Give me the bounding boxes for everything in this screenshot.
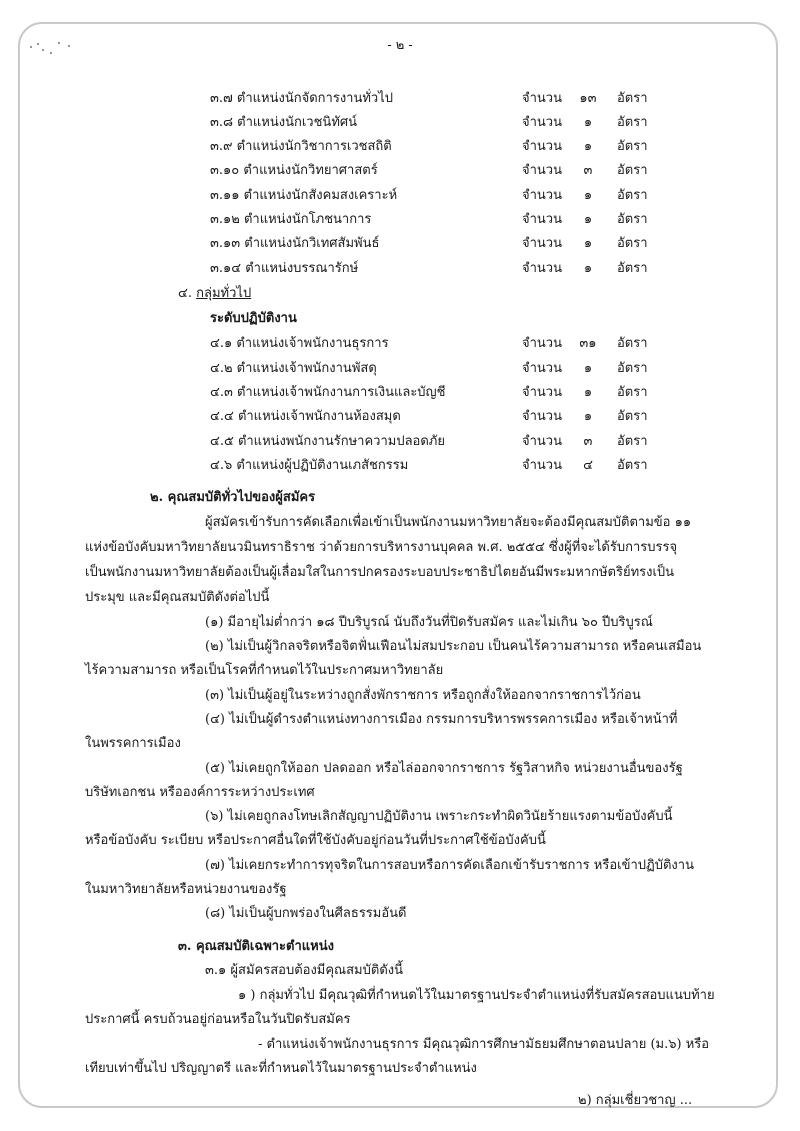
- position-row: [0, 258, 800, 280]
- position-row: [0, 333, 800, 355]
- position-row: [0, 455, 800, 477]
- group4-title: กลุ่มทั่วไป: [196, 286, 252, 301]
- unit-label: จำนวน: [522, 385, 562, 400]
- unit-label: จำนวน: [522, 236, 562, 251]
- position-count: ๑: [583, 385, 593, 400]
- qualification-item: (๕) ไม่เคยถูกให้ออก ปลดออก หรือไล่ออกจากราชการ รัฐวิสาหกิจ หน่วยงานอื่นของรัฐ: [205, 761, 683, 776]
- section3-paragraph: ๑ ) กลุ่มทั่วไป มีคุณวุฒิที่กำหนดไว้ในมาตรฐานประจำตำแหน่งที่รับสมัครสอบแนบท้าย: [238, 988, 715, 1003]
- position-count: ๓: [583, 434, 593, 449]
- position-row: [0, 406, 800, 428]
- position-label: ๓.๑๔ ตำแหน่งบรรณารักษ์: [210, 261, 359, 276]
- unit-label: จำนวน: [522, 458, 562, 473]
- position-label: ๔.๖ ตำแหน่งผู้ปฏิบัติงานเภสัชกรรม: [210, 458, 409, 473]
- rate-label: อัตรา: [617, 458, 648, 473]
- unit-label: จำนวน: [522, 91, 562, 106]
- position-row: [0, 382, 800, 404]
- position-row: [0, 209, 800, 231]
- rate-label: อัตรา: [617, 91, 648, 106]
- position-count: ๑: [583, 361, 593, 376]
- unit-label: จำนวน: [522, 261, 562, 276]
- position-row: [0, 112, 800, 134]
- section2-intro-line: ประมุข และมีคุณสมบัติดังต่อไปนี้: [85, 590, 270, 605]
- page-number: - ๒ -: [387, 38, 413, 53]
- position-label: ๔.๕ ตำแหน่งพนักงานรักษาความปลอดภัย: [210, 434, 445, 449]
- position-row: [0, 160, 800, 182]
- rate-label: อัตรา: [617, 236, 648, 251]
- position-count: ๓๑: [579, 336, 597, 351]
- position-label: ๓.๑๑ ตำแหน่งนักสังคมสงเคราะห์: [210, 188, 398, 203]
- section2-intro-line: เป็นพนักงานมหาวิทยาลัยต้องเป็นผู้เลื่อมใสในการปกครองระบอบประชาธิปไตยอันมีพระมหากษัตริย์ทรงเป็น: [85, 565, 675, 580]
- unit-label: จำนวน: [522, 434, 562, 449]
- section3-subheading: ๓.๑ ผู้สมัครสอบต้องมีคุณสมบัติดังนี้: [205, 963, 403, 978]
- section3-paragraph-cont: ประกาศนี้ ครบถ้วนอยู่ก่อนหรือในวันปิดรับสมัคร: [85, 1012, 351, 1027]
- position-count: ๑: [583, 236, 593, 251]
- qualification-item: (๒) ไม่เป็นผู้วิกลจริตหรือจิตฟั่นเฟือนไม่สมประกอบ เป็นคนไร้ความสามารถ หรือคนเสมือน: [205, 639, 702, 654]
- position-row: [0, 136, 800, 158]
- position-label: ๓.๗ ตำแหน่งนักจัดการงานทั่วไป: [210, 91, 394, 106]
- unit-label: จำนวน: [522, 115, 562, 130]
- position-count: ๑: [583, 115, 593, 130]
- position-label: ๔.๑ ตำแหน่งเจ้าพนักงานธุรการ: [210, 336, 389, 351]
- rate-label: อัตรา: [617, 163, 648, 178]
- position-label: ๔.๔ ตำแหน่งเจ้าพนักงานห้องสมุด: [210, 409, 401, 424]
- rate-label: อัตรา: [617, 336, 648, 351]
- position-count: ๔: [583, 458, 593, 473]
- qualification-item-cont: ในพรรคการเมือง: [85, 736, 181, 751]
- rate-label: อัตรา: [617, 139, 648, 154]
- qualification-item: (๑) มีอายุไม่ต่ำกว่า ๑๘ ปีบริบูรณ์ นับถึงวันที่ปิดรับสมัคร และไม่เกิน ๖๐ ปีบริบูรณ์: [205, 615, 653, 630]
- rate-label: อัตรา: [617, 434, 648, 449]
- section3-heading: ๓. คุณสมบัติเฉพาะตำแหน่ง: [178, 939, 334, 954]
- qualification-item: (๗) ไม่เคยกระทำการทุจริตในการสอบหรือการคัดเลือกเข้ารับราชการ หรือเข้าปฏิบัติงาน: [205, 858, 694, 873]
- position-count: ๑๓: [579, 91, 597, 106]
- qualification-item-cont: บริษัทเอกชน หรือองค์การระหว่างประเทศ: [85, 785, 315, 800]
- section2-intro-line: ผู้สมัครเข้ารับการคัดเลือกเพื่อเข้าเป็นพนักงานมหาวิทยาลัยจะต้องมีคุณสมบัติตามข้อ ๑๑: [205, 515, 692, 530]
- position-label: ๓.๑๓ ตำแหน่งนักวิเทศสัมพันธ์: [210, 236, 380, 251]
- position-label: ๓.๙ ตำแหน่งนักวิชาการเวชสถิติ: [210, 139, 392, 154]
- position-count: ๑: [583, 261, 593, 276]
- rate-label: อัตรา: [617, 361, 648, 376]
- rate-label: อัตรา: [617, 385, 648, 400]
- position-label: ๓.๑๒ ตำแหน่งนักโภชนาการ: [210, 212, 372, 227]
- qualification-item-cont: ไร้ความสามารถ หรือเป็นโรคที่กำหนดไว้ในประกาศมหาวิทยาลัย: [85, 663, 444, 678]
- position-row: [0, 185, 800, 207]
- position-label: ๔.๒ ตำแหน่งเจ้าพนักงานพัสดุ: [210, 361, 377, 376]
- position-row: [0, 233, 800, 255]
- qualification-item-cont: ในมหาวิทยาลัยหรือหน่วยงานของรัฐ: [85, 882, 287, 897]
- section2-heading: ๒. คุณสมบัติทั่วไปของผู้สมัคร: [150, 490, 316, 505]
- rate-label: อัตรา: [617, 409, 648, 424]
- rate-label: อัตรา: [617, 212, 648, 227]
- unit-label: จำนวน: [522, 361, 562, 376]
- position-count: ๓: [583, 163, 593, 178]
- position-row: [0, 88, 800, 110]
- group4-level-label: ระดับปฏิบัติงาน: [210, 311, 297, 326]
- position-row: [0, 431, 800, 453]
- qualification-item: (๓) ไม่เป็นผู้อยู่ในระหว่างถูกสั่งพักราชการ หรือถูกสั่งให้ออกจากราชการไว้ก่อน: [205, 688, 641, 703]
- group4-number: ๔.: [178, 286, 192, 301]
- position-label: ๓.๑๐ ตำแหน่งนักวิทยาศาสตร์: [210, 163, 378, 178]
- group4-heading: [178, 285, 251, 303]
- position-row: [0, 358, 800, 380]
- unit-label: จำนวน: [522, 409, 562, 424]
- unit-label: จำนวน: [522, 139, 562, 154]
- rate-label: อัตรา: [617, 115, 648, 130]
- rate-label: อัตรา: [617, 188, 648, 203]
- qualification-item: (๔) ไม่เป็นผู้ดำรงตำแหน่งทางการเมือง กรรมการบริหารพรรคการเมือง หรือเจ้าหน้าที่: [205, 712, 678, 727]
- section3-bullet-cont: เทียบเท่าขึ้นไป ปริญญาตรี และที่กำหนดไว้ในมาตรฐานประจำตำแหน่ง: [85, 1061, 477, 1076]
- position-count: ๑: [583, 212, 593, 227]
- unit-label: จำนวน: [522, 163, 562, 178]
- unit-label: จำนวน: [522, 336, 562, 351]
- section3-bullet: - ตำแหน่งเจ้าพนักงานธุรการ มีคุณวุฒิการศึกษามัธยมศึกษาตอนปลาย (ม.๖) หรือ: [258, 1037, 710, 1052]
- position-count: ๑: [583, 139, 593, 154]
- unit-label: จำนวน: [522, 212, 562, 227]
- position-count: ๑: [583, 409, 593, 424]
- qualification-item-cont: หรือข้อบังคับ ระเบียบ หรือประกาศอื่นใดที่ใช้บังคับอยู่ก่อนวันที่ประกาศใช้ข้อบังคับนี้: [85, 833, 546, 848]
- qualification-item: (๖) ไม่เคยถูกลงโทษเลิกสัญญาปฏิบัติงาน เพราะกระทำผิดวินัยร้ายแรงตามข้อบังคับนี้: [205, 809, 673, 824]
- position-label: ๓.๘ ตำแหน่งนักเวชนิทัศน์: [210, 115, 358, 130]
- position-count: ๑: [583, 188, 593, 203]
- rate-label: อัตรา: [617, 261, 648, 276]
- position-label: ๔.๓ ตำแหน่งเจ้าพนักงานการเงินและบัญชี: [210, 385, 446, 400]
- continuation-note: ๒) กลุ่มเชี่ยวชาญ ...: [578, 1093, 693, 1108]
- section2-intro-line: แห่งข้อบังคับมหาวิทยาลัยนวมินทราธิราช ว่าด้วยการบริหารงานบุคคล พ.ศ. ๒๕๕๔ ซึ่งผู้ที่จะได้รับการบรรจุ: [85, 540, 678, 555]
- unit-label: จำนวน: [522, 188, 562, 203]
- qualification-item: (๘) ไม่เป็นผู้บกพร่องในศีลธรรมอันดี: [205, 906, 407, 921]
